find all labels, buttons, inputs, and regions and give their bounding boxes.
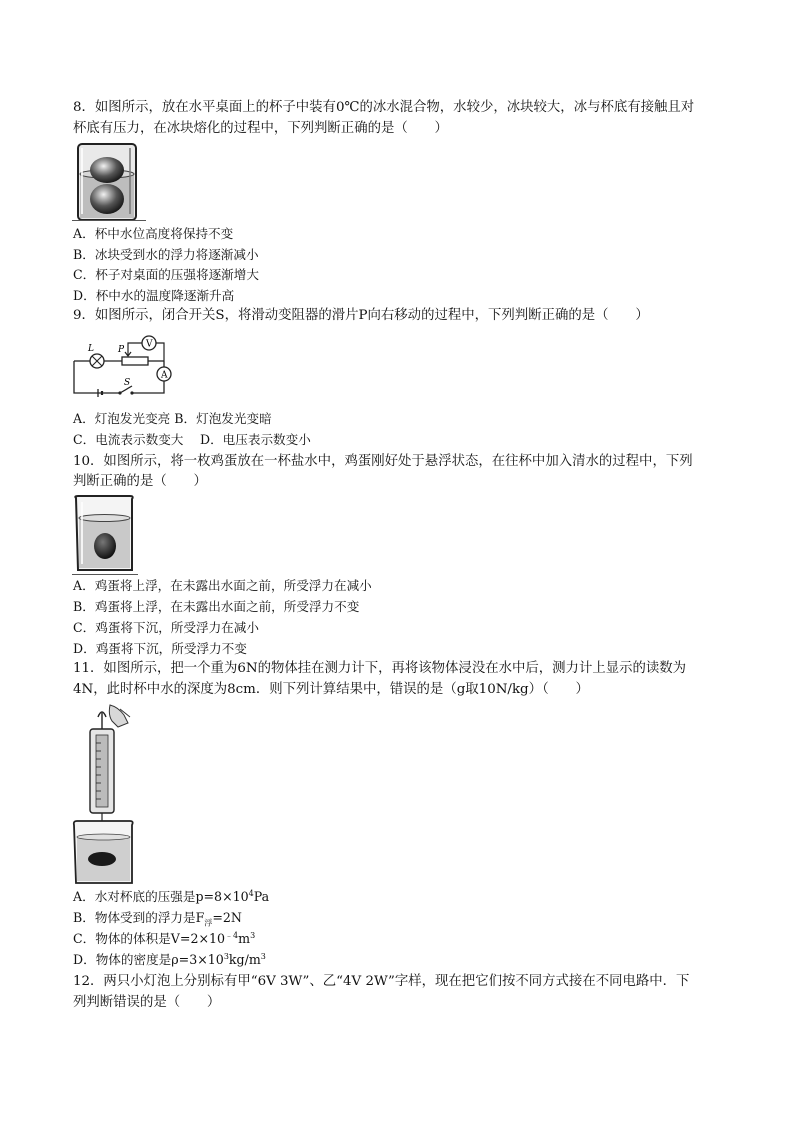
q9-label-slider: P [118,345,125,355]
q10-option-c[interactable]: C．鸡蛋将下沉，所受浮力在减小 [73,620,259,635]
q8-beaker-figure [72,140,142,222]
q12-stem-line2: 列判断错误的是（ ） [73,995,221,1010]
q11-stem-line1: 11．如图所示，把一个重为6N的物体挂在测力计下，再将该物体浸没在水中后，测力计上显示的读数为 [73,661,687,676]
q10-figure-table-line [72,574,138,575]
q9-options-row1[interactable]: A．灯泡发光变亮 B．灯泡发光变暗 [73,411,272,426]
q8-option-c[interactable]: C．杯子对桌面的压强将逐渐增大 [73,267,259,282]
q9-circuit-figure [72,331,182,401]
q8-stem-line2: 杯底有压力，在冰块熔化的过程中，下列判断正确的是（ ） [73,121,448,136]
q10-option-d[interactable]: D．鸡蛋将下沉，所受浮力不变 [73,641,247,656]
q8-option-a[interactable]: A．杯中水位高度将保持不变 [73,226,234,241]
q11-stem-line2: 4N，此时杯中水的深度为8cm．则下列计算结果中，错误的是（g取10N/kg）（ ） [73,682,589,697]
q9-label-voltmeter: V [146,339,153,350]
q8-figure-table-line [72,220,146,221]
q10-beaker-figure [72,494,136,574]
q9-label-switch: S [124,378,131,388]
q10-stem-line2: 判断正确的是（ ） [73,474,207,489]
q10-option-b[interactable]: B．鸡蛋将上浮，在未露出水面之前，所受浮力不变 [73,599,360,614]
q9-stem-line1: 9．如图所示，闭合开关S，将滑动变阻器的滑片P向右移动的过程中，下列判断正确的是（ ） [73,308,649,323]
q9-label-ammeter: A [161,370,168,381]
q10-stem-line1: 10．如图所示，将一枚鸡蛋放在一杯盐水中，鸡蛋刚好处于悬浮状态，在往杯中加入清水的过程中，下列 [73,454,693,469]
q12-stem-line1: 12．两只小灯泡上分别标有甲“6V 3W”、乙“4V 2W”字样，现在把它们按不同方式接在不同电路中．下 [73,974,690,989]
q8-option-d[interactable]: D．杯中水的温度降逐渐升高 [73,288,235,303]
q11-option-d[interactable]: D．物体的密度是$\rho=3\times 10^3kg/m^3$ [73,951,266,967]
q11-option-b[interactable]: B．物体受到的浮力是$F_浮=2N$ [73,910,242,928]
q11-option-a[interactable]: A．水对杯底的压强是$p=8\times 10^4Pa$ [73,888,270,904]
q10-option-a[interactable]: A．鸡蛋将上浮，在未露出水面之前，所受浮力在减小 [73,578,372,593]
q8-option-b[interactable]: B．冰块受到水的浮力将逐渐减小 [73,247,259,262]
q11-spring-scale-figure [72,703,138,885]
q9-label-lamp: L [88,344,94,354]
q11-option-c[interactable]: C．物体的体积是$V=2\times 10^{﹣4}m^3$ [73,930,256,946]
q8-stem-line1: 8．如图所示，放在水平桌面上的杯子中装有0℃的冰水混合物，水较少，冰块较大，冰与杯底有接触且对 [73,100,695,115]
q9-options-row2[interactable]: C．电流表示数变大 D．电压表示数变小 [73,432,311,447]
